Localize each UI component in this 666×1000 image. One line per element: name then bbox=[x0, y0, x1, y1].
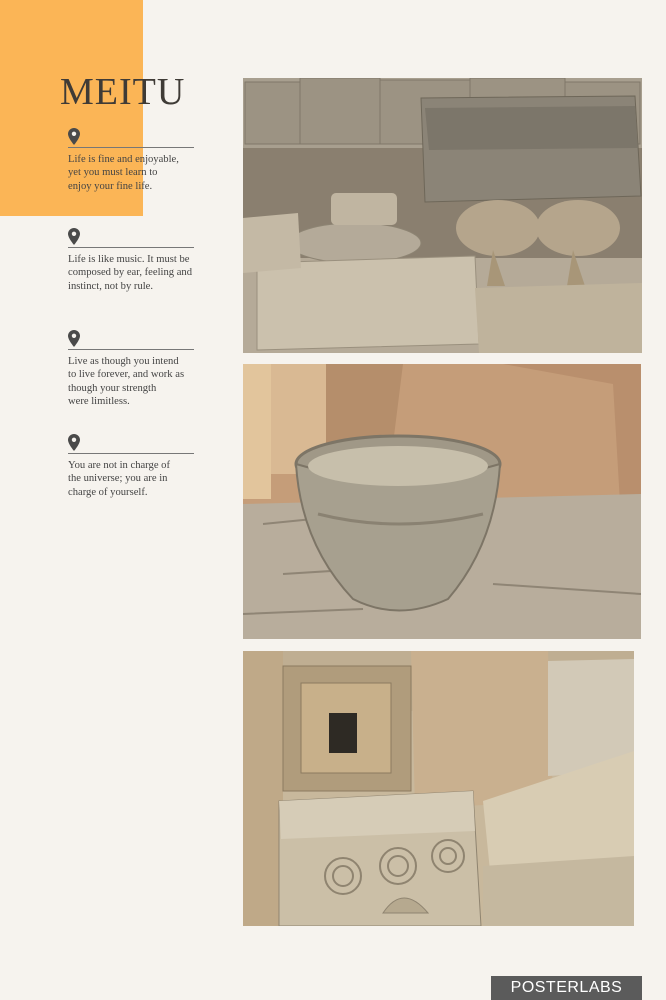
quote-item bbox=[68, 434, 208, 499]
quote-item bbox=[68, 128, 208, 193]
divider bbox=[68, 247, 194, 248]
page-title: MEITU bbox=[60, 71, 186, 113]
quote-text: Live as though you intend to live forever, and work as though your strength were limitless. bbox=[68, 356, 185, 408]
quote-text: Life is like music. It must be composed by ear, feeling and instinct, not by rule. bbox=[68, 254, 193, 292]
quote-text: You are not in charge of the universe; you are in charge of yourself. bbox=[68, 460, 170, 498]
divider bbox=[68, 147, 194, 148]
quote-text: Life is fine and enjoyable, yet you must learn to enjoy your fine life. bbox=[68, 154, 179, 192]
location-pin-icon bbox=[68, 330, 80, 348]
location-pin-icon bbox=[68, 228, 80, 246]
divider bbox=[68, 349, 194, 350]
stone-bowl-photo bbox=[243, 364, 641, 639]
stone-niche-photo bbox=[243, 651, 634, 926]
quote-item bbox=[68, 228, 208, 293]
posterlabs-badge: POSTERLABS bbox=[491, 976, 642, 1000]
location-pin-icon bbox=[68, 128, 80, 146]
quote-item bbox=[68, 330, 208, 409]
location-pin-icon bbox=[68, 434, 80, 452]
divider bbox=[68, 453, 194, 454]
stone-altar-photo bbox=[243, 78, 642, 353]
